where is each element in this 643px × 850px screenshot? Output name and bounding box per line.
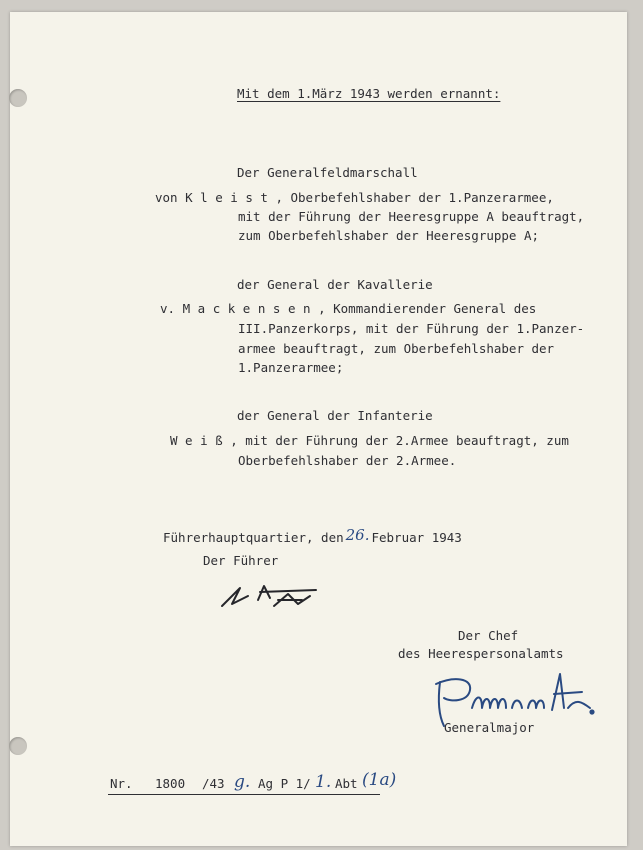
place-date-suffix: Februar 1943 <box>371 530 462 545</box>
reference-abt: Abt <box>335 776 358 791</box>
chief-office: des Heerespersonalamts <box>398 646 564 661</box>
appointment-1-name-prefix: von <box>155 190 178 205</box>
handwritten-day: 26. <box>345 526 370 544</box>
place-date-line <box>163 526 462 545</box>
appointment-3-name-line <box>170 435 569 448</box>
reference-handwritten-c: (1a) <box>362 770 397 790</box>
chief-rank: Generalmajor <box>444 720 535 735</box>
reference-nr-label: Nr. <box>110 776 133 791</box>
document-heading: Mit dem 1.März 1943 werden ernannt: <box>237 86 501 101</box>
reference-office: Ag P 1/ <box>258 776 311 791</box>
place-date-prefix: Führerhauptquartier, den <box>163 530 344 545</box>
appointment-1-line-2: mit der Führung der Heeresgruppe A beauftragt, <box>238 209 585 224</box>
reference-number: 1800 <box>155 776 186 791</box>
appointment-2-line-2: III.Panzerkorps, mit der Führung der 1.Panzer- <box>238 321 585 336</box>
appointment-3-line-2: Oberbefehlshaber der 2.Armee. <box>238 453 457 468</box>
appointment-3-line-1: , mit der Führung der 2.Armee beauftragt, zum <box>230 433 569 448</box>
appointment-2-line-4: 1.Panzerarmee; <box>238 360 344 375</box>
reference-handwritten-a: g. <box>234 772 251 792</box>
punch-hole-top <box>9 89 27 107</box>
appointment-2-name-prefix: v. <box>160 301 176 316</box>
appointment-1-name: K l e i s t <box>185 190 268 205</box>
reference-underline <box>108 794 380 795</box>
appointment-1-name-line <box>155 192 554 205</box>
appointment-1-line-3: zum Oberbefehlshaber der Heeresgruppe A; <box>238 228 540 243</box>
appointment-3-rank: der General der Infanterie <box>237 408 433 423</box>
reference-handwritten-b: 1. <box>315 772 332 792</box>
reference-year: /43 <box>202 776 225 791</box>
appointment-1-rank: Der Generalfeldmarschall <box>237 165 418 180</box>
punch-hole-bottom <box>9 737 27 755</box>
appointment-2-name: M a c k e n s e n <box>182 301 311 316</box>
appointment-2-line-1: , Kommandierender General des <box>318 301 537 316</box>
fuehrer-signature <box>218 580 323 616</box>
chief-title: Der Chef <box>458 628 519 643</box>
appointment-2-line-3: armee beauftragt, zum Oberbefehlshaber der <box>238 341 555 356</box>
appointment-3-name: W e i ß <box>170 433 223 448</box>
appointment-1-line-1: , Oberbefehlshaber der 1.Panzerarmee, <box>275 190 554 205</box>
appointment-2-rank: der General der Kavallerie <box>237 277 433 292</box>
fuehrer-title: Der Führer <box>203 553 279 568</box>
appointment-2-name-line <box>160 303 536 316</box>
